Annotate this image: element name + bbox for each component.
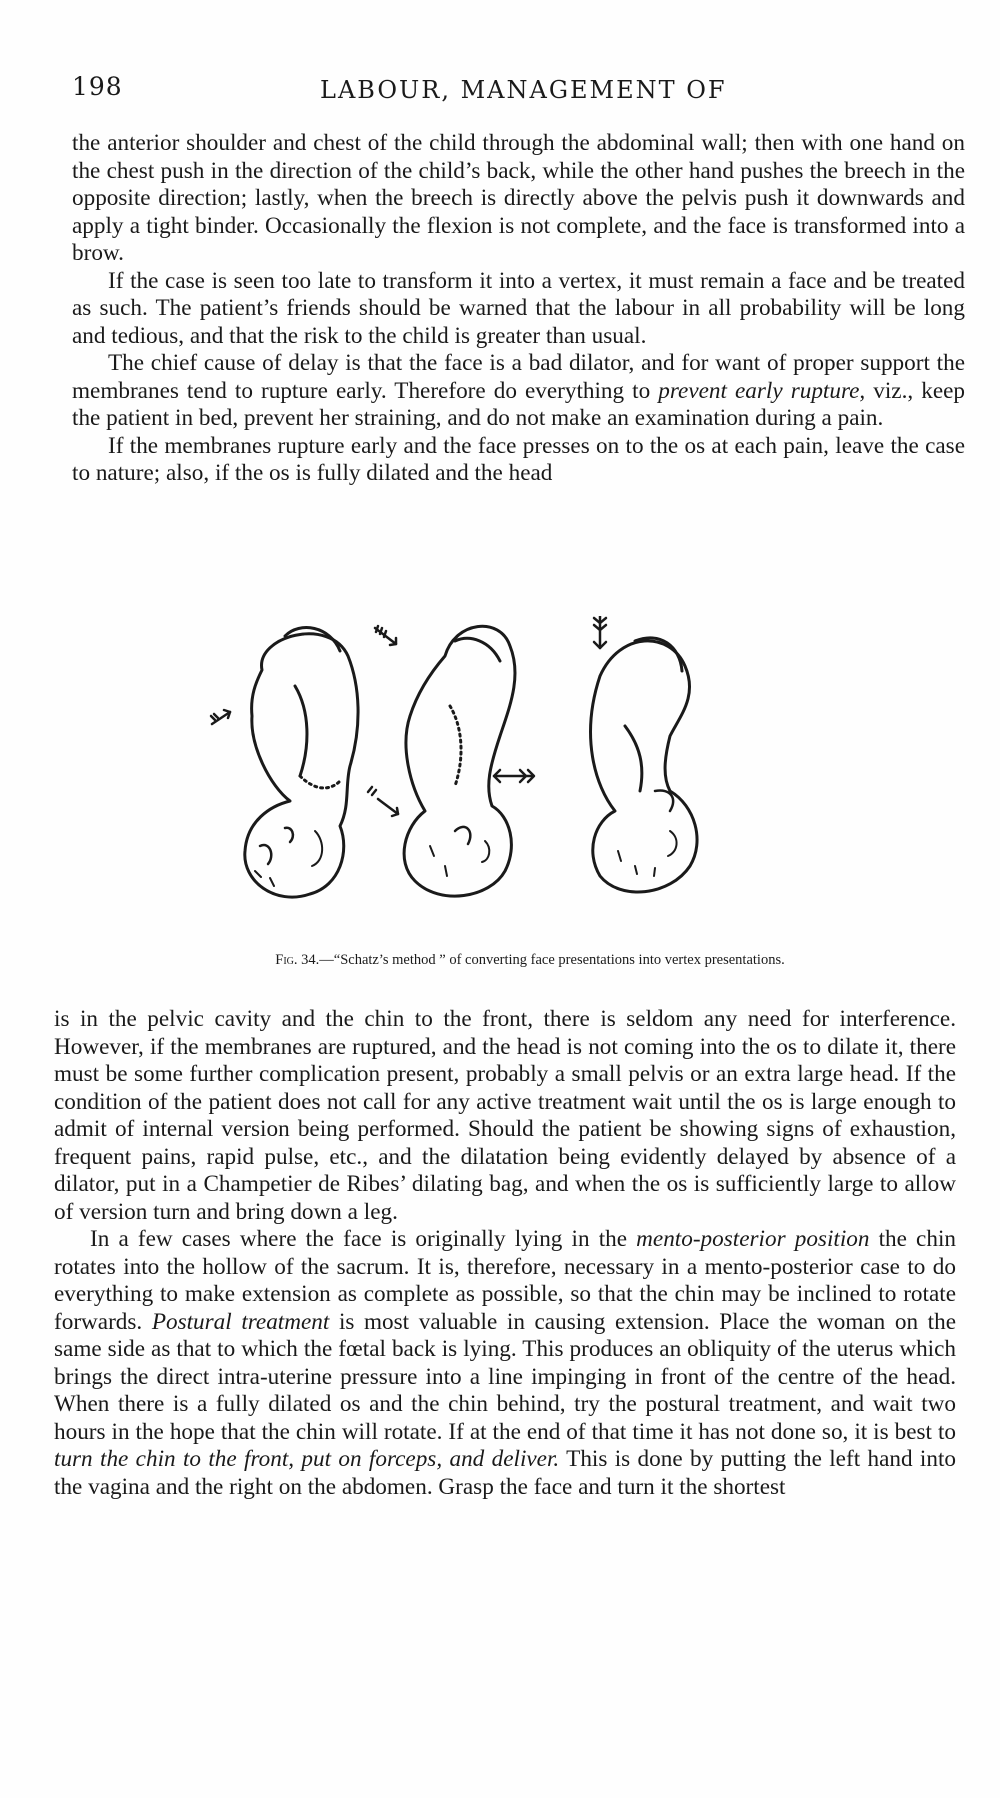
text-run: In a few cases where the face is originally lying in the bbox=[90, 1226, 637, 1252]
text-run: The chief cause of delay is that the face is a bad dilator, and for want of proper support the membranes tend to rupture early. Therefore do everything to bbox=[72, 350, 965, 404]
italic-run: Postural treatment bbox=[151, 1308, 330, 1335]
figure-caption bbox=[150, 952, 910, 969]
paragraph bbox=[72, 350, 965, 433]
arrow-icon bbox=[368, 787, 398, 816]
page-number: 198 bbox=[72, 72, 123, 101]
paragraph: the anterior shoulder and chest of the child through the abdominal wall; then with one hand on the chest push in the direction of the child’s back, while the other hand pushes the breech in the opposite direction; lastly, when the breech is directly above the pelvis push it downwards and apply a tight binder. Occasionally the flexion is not complete, and the face is transformed into a brow. bbox=[72, 130, 965, 266]
italic-run: mento-posterior position bbox=[636, 1226, 870, 1252]
arrow-icon bbox=[494, 770, 534, 782]
text-run: the chin rotates into the hollow of the sacrum. It is, therefore, necessary in a mento-posterior case to do everything to make extension as complete as possible, so that the chin may be inclined to rotate forwards. bbox=[54, 1226, 956, 1335]
text-run: is most valuable in causing extension. Place the woman on the same side as that to which the fœtal back is lying. This produces an obliquity of the uterus which brings the direct intra-uterine pressure into a line impinging in front of the centre of the head. When there is a fully dilated os and the chin behind, try the postural treatment, and wait two hours in the hope that the chin will rotate. If at the end of that time it has not done so, it is best to bbox=[54, 1308, 956, 1445]
paragraph: is in the pelvic cavity and the chin to the front, there is seldom any need for interference. However, if the membranes are ruptured, and the head is not coming into the os to dilate it, there must be some further complication present, probably a small pelvis or an extra large head. If the condition of the patient does not call for any active treatment wait until the os is large enough to admit of internal version being performed. Should the patient be showing signs of exhaustion, frequent pains, rapid pulse, etc., and the dilatation being evidently delayed by absence of a dilator, put in a Champetier de Ribes’ dilating bag, and when the os is sufficiently large to allow of version turn and bring down a leg. bbox=[54, 1006, 956, 1225]
italic-run: turn the chin to the front, put on forceps, and deliver. bbox=[54, 1446, 560, 1472]
fetus-drawing-2 bbox=[404, 626, 515, 896]
arrow-icon bbox=[211, 710, 230, 724]
fetus-drawing-3 bbox=[591, 638, 697, 892]
figure-label: Fig. 34. bbox=[275, 952, 320, 968]
italic-run: prevent early rupture, bbox=[658, 377, 866, 404]
paragraph: If the case is seen too late to transform it into a vertex, it must remain a face and be treated as such. The patient’s friends should be warned that the labour in all probability will be long and tedious, and that the risk to the child is greater than usual. bbox=[72, 267, 965, 349]
paragraph: If the membranes rupture early and the face presses on to the os at each pain, leave the case to nature; also, if the os is fully dilated and the head bbox=[72, 432, 965, 486]
page-header bbox=[72, 72, 964, 112]
running-title: LABOUR, MANAGEMENT OF bbox=[320, 76, 727, 104]
text-block-bottom bbox=[54, 1006, 956, 1501]
arrow-icon bbox=[594, 616, 606, 648]
caption-text: —“Schatz’s method ” of converting face presentations into vertex presentations. bbox=[319, 952, 785, 968]
text-run: This is done by putting the left hand into the vagina and the right on the abdomen. Grasp the face and turn it the shortest bbox=[54, 1446, 956, 1500]
figure-illustration bbox=[200, 616, 840, 946]
text-run: viz., keep the patient in bed, prevent her straining, and do not make an examination during a pain. bbox=[72, 377, 966, 431]
arrow-icon bbox=[375, 626, 396, 645]
text-block-top bbox=[72, 130, 965, 488]
paragraph bbox=[54, 1226, 956, 1501]
fetus-drawing-1 bbox=[245, 628, 358, 898]
